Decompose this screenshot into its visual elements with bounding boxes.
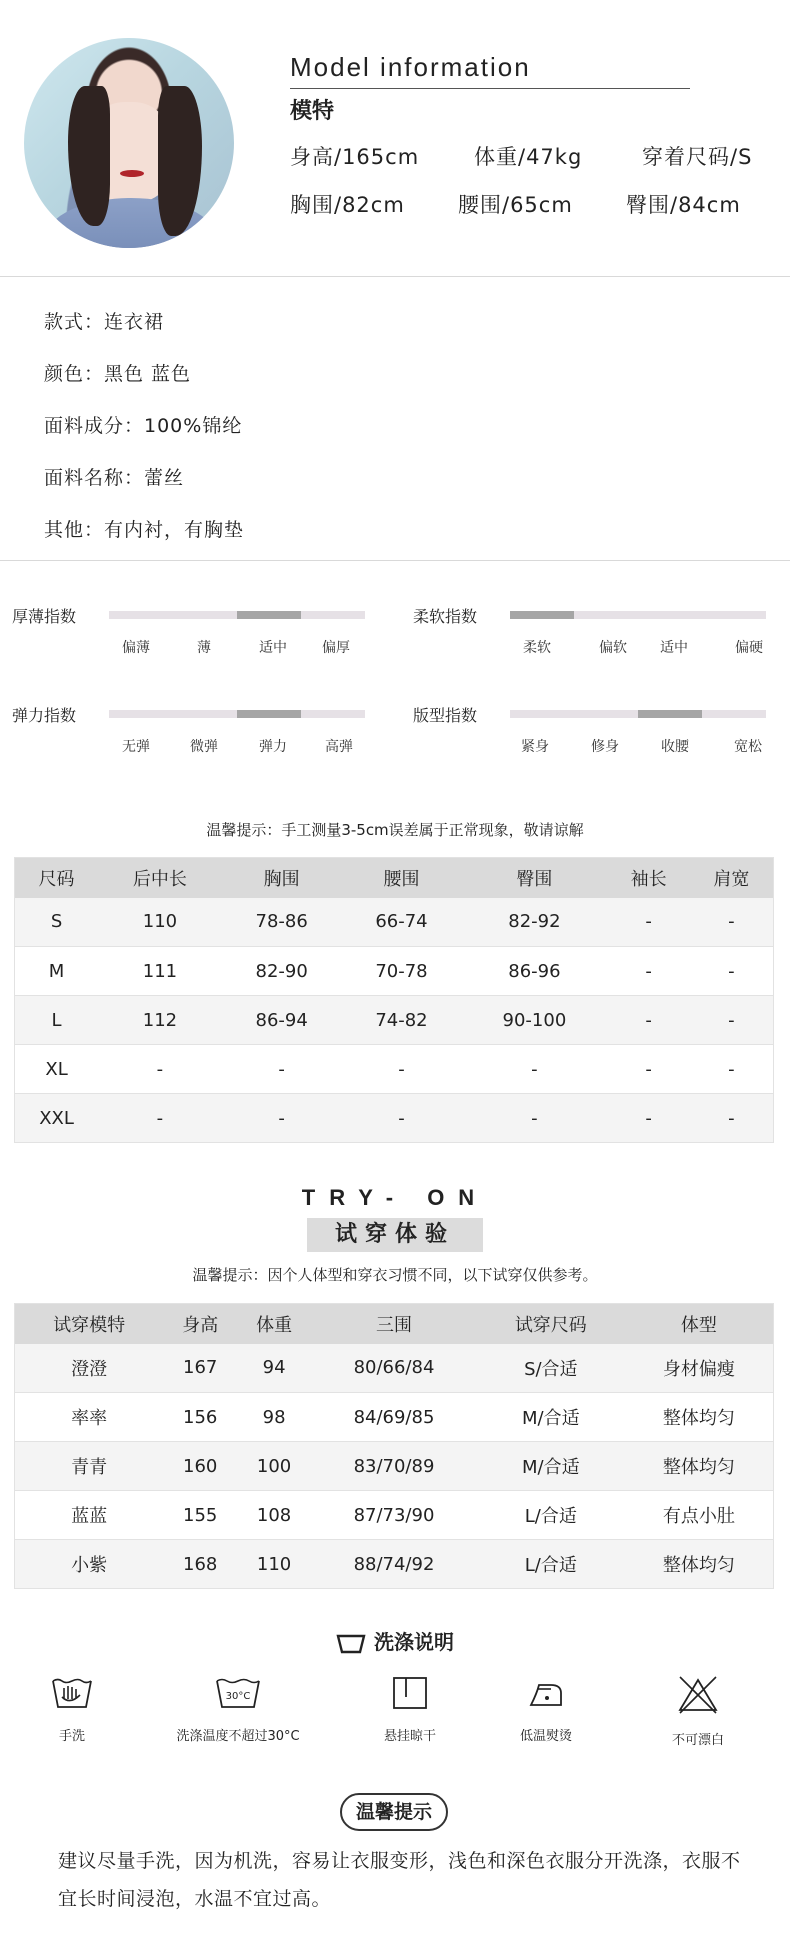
tips-badge: 温馨提示 — [340, 1793, 448, 1831]
table-row: L 112 86-94 74-82 90-100 - - — [15, 996, 774, 1045]
divider — [0, 276, 790, 277]
table-header: 袖长 — [607, 858, 689, 898]
table-header: 臀围 — [461, 858, 607, 898]
table-row: XL - - - - - - — [15, 1045, 774, 1094]
table-row: M 111 82-90 70-78 86-96 - - — [15, 947, 774, 996]
tryon-title-en: TRY- ON — [301, 1185, 489, 1210]
attr-color: 颜色：黑色 蓝色 — [44, 363, 192, 385]
table-header: 三围 — [311, 1304, 477, 1344]
tips-text: 建议尽量手洗，因为机洗，容易让衣服变形，浅色和深色衣服分开洗涤，衣服不宜长时间浸泡，水温不宜过高。 — [58, 1850, 741, 1910]
model-waist: 腰围/65cm — [458, 193, 573, 217]
no-bleach-icon — [676, 1675, 720, 1715]
tryon-note: 温馨提示：因个人体型和穿衣习惯不同，以下试穿仅供参考。 — [192, 1266, 598, 1284]
size-note: 温馨提示：手工测量3-5cm误差属于正常现象，敬请谅解 — [206, 821, 584, 839]
table-header: 胸围 — [222, 858, 342, 898]
wash-item-hang: 悬挂晾干 — [320, 1675, 500, 1744]
wash-item-bleach: 不可漂白 — [608, 1675, 788, 1748]
tryon-table — [14, 1303, 774, 1589]
table-row: XXL - - - - - - — [15, 1094, 774, 1143]
table-header: 腰围 — [342, 858, 462, 898]
table-header: 试穿模特 — [15, 1304, 164, 1344]
index-bar — [510, 611, 766, 619]
table-header: 后中长 — [98, 858, 222, 898]
low-iron-icon — [525, 1675, 567, 1711]
svg-text:30°C: 30°C — [225, 1691, 251, 1702]
divider — [0, 560, 790, 561]
table-header: 尺码 — [15, 858, 99, 898]
wash-item-iron: 低温熨烫 — [456, 1675, 636, 1744]
table-row: 青青 160 100 83/70/89 M/合适 整体均匀 — [15, 1442, 774, 1491]
tryon-title-cn-box — [307, 1218, 483, 1252]
model-weight: 体重/47kg — [474, 145, 583, 169]
model-subtitle: 模特 — [290, 99, 335, 124]
hand-wash-icon — [50, 1675, 94, 1711]
index-selected — [237, 710, 301, 718]
table-header: 体重 — [237, 1304, 311, 1344]
product-detail-page: Model information 模特 身高/165cm 体重/47kg 穿着尺码/S 胸围/82cm 腰围/65cm 臀围/84cm 款式：连衣裙 颜色：黑色 蓝色 面料成分：100%锦纶 面料名称：蕾丝 其他：有内衬，有胸垫 厚薄指数 偏薄 薄 适中 偏厚 柔软指数 柔软 偏软 适中 偏硬 弹力指数 无弹 微弹 弹力 高弹 版型指数 紧身 修身 收腰 宽松 温馨提示：手工测量3-5cm误差属于正常现象，敬请谅解 尺码 后中长 胸围 腰围 臀围 袖长 肩宽 S 110 78-86 66-74 82-92 - - M 111 82-90 70-78 86-96 - - L 112 86-94 74-82 90-100 - - XL - - - - - - XXL - - - - - - TRY- ON 试穿体验 温馨提示：因个人体型和穿衣习惯不同，以下试穿仅供参考。 试穿模特 身高 体重 三围 试穿尺码 体型 澄澄 167 94 80/66/84 S/合适 身材偏瘦 率率 156 98 84/69/85 M/合适 整体均匀 青青 160 100 83/70/89 M/合适 整体均匀 蓝蓝 155 108 87/73/90 L/合适 有点小肚 小紫 168 110 88/74/92 L/合适 整体均匀 洗涤说明 手洗 30°C 洗涤温度不超过30°C 悬挂晾干 低温熨烫 不可漂白 温馨提示 建议尽量手洗，因为机洗，容易让衣服变形，浅色和深色衣服分开洗涤，衣服不宜长时间浸泡，水温不宜过高。 — [0, 0, 790, 1948]
title-underline — [290, 88, 690, 89]
table-header: 身高 — [163, 1304, 237, 1344]
index-selected — [510, 611, 574, 619]
table-row: 蓝蓝 155 108 87/73/90 L/合适 有点小肚 — [15, 1491, 774, 1540]
table-header: 体型 — [625, 1304, 774, 1344]
table-header: 试穿尺码 — [477, 1304, 625, 1344]
table-header: 肩宽 — [690, 858, 774, 898]
hang-dry-icon — [390, 1675, 430, 1711]
table-row: S 110 78-86 66-74 82-92 - - — [15, 898, 774, 947]
washtub-icon — [336, 1633, 366, 1655]
wash-item-hand: 手洗 — [0, 1675, 162, 1744]
tryon-title-cn: 试穿体验 — [334, 1222, 455, 1247]
table-header-row — [15, 858, 774, 898]
model-bust: 胸围/82cm — [290, 193, 405, 217]
attr-style: 款式：连衣裙 — [44, 311, 165, 333]
model-height: 身高/165cm — [290, 145, 420, 169]
table-row: 澄澄 167 94 80/66/84 S/合适 身材偏瘦 — [15, 1344, 774, 1393]
table-row: 小紫 168 110 88/74/92 L/合适 整体均匀 — [15, 1540, 774, 1589]
table-row: 率率 156 98 84/69/85 M/合适 整体均匀 — [15, 1393, 774, 1442]
wash-item-30: 30°C 洗涤温度不超过30°C — [148, 1675, 328, 1744]
model-info-section — [0, 0, 790, 275]
model-info-title: Model information — [290, 52, 531, 82]
attr-fabric: 面料名称：蕾丝 — [44, 467, 185, 489]
model-size: 穿着尺码/S — [642, 145, 753, 169]
model-hip: 臀围/84cm — [626, 193, 741, 217]
size-table — [14, 857, 774, 1143]
attr-composition: 面料成分：100%锦纶 — [44, 415, 243, 437]
index-bar — [109, 611, 365, 619]
washing-title: 洗涤说明 — [0, 1626, 790, 1655]
model-photo — [24, 38, 234, 248]
attr-other: 其他：有内衬，有胸垫 — [44, 519, 245, 541]
index-selected — [638, 710, 702, 718]
wash-30-icon — [214, 1675, 262, 1711]
index-bar — [510, 710, 766, 718]
index-bar — [109, 710, 365, 718]
index-selected — [237, 611, 301, 619]
table-header-row — [15, 1304, 774, 1344]
